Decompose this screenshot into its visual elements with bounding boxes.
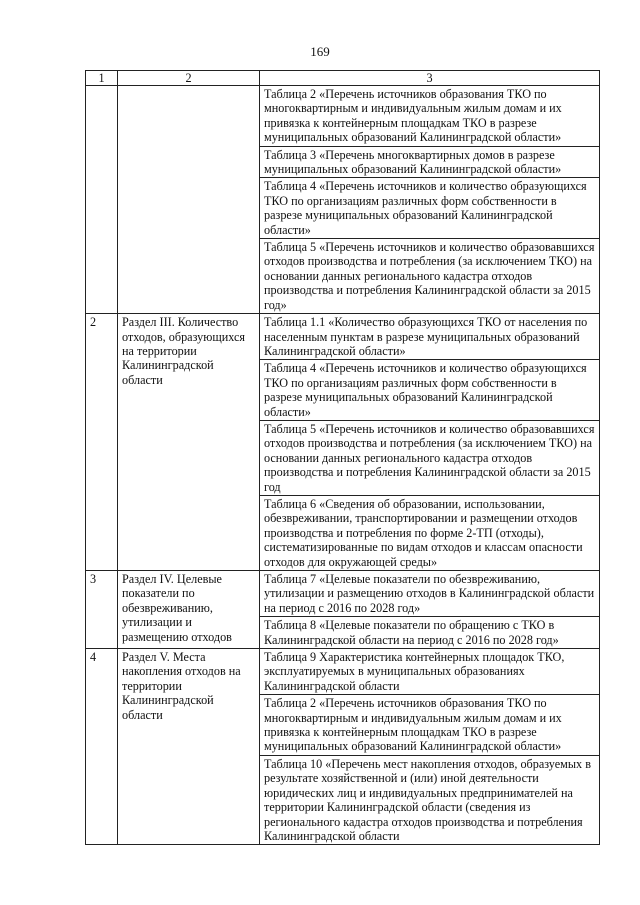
section-title: Раздел III. Количество отходов, образующихся на территории Калининградской области bbox=[118, 314, 260, 571]
document-table bbox=[85, 70, 600, 845]
section-title bbox=[118, 86, 260, 314]
table-reference: Таблица 10 «Перечень мест накопления отходов, образуемых в результате хозяйственной и (или) иной деятельности юридических лиц и индивидуальных предпринимателей на территории Калининградской области (сведения из регионального кадастра отходов производства и потребления Калининградской области bbox=[260, 755, 600, 844]
table-reference: Таблица 8 «Целевые показатели по обращению с ТКО в Калининградской области на период с 2016 по 2028 год» bbox=[260, 617, 600, 649]
page-number: 169 bbox=[310, 44, 330, 59]
table-row bbox=[86, 314, 600, 360]
table-reference: Таблица 1.1 «Количество образующихся ТКО от населения по населенным пунктам в разрезе муниципальных образований Калининградской области» bbox=[260, 314, 600, 360]
header-col-2: 2 bbox=[118, 71, 260, 86]
table-reference: Таблица 6 «Сведения об образовании, использовании, обезвреживании, транспортировании и размещении отходов производства и потребления по форме 2-ТП (отходы), систематизированные по видам отходов и классам опасности отходов для окружающей среды» bbox=[260, 495, 600, 570]
section-title: Раздел V. Места накопления отходов на территории Калининградской области bbox=[118, 649, 260, 845]
table-row bbox=[86, 571, 600, 617]
table-reference: Таблица 4 «Перечень источников и количество образующихся ТКО по организациям различных форм собственности в разрезе муниципальных образований Калининградской области» bbox=[260, 360, 600, 421]
table-row bbox=[86, 86, 600, 147]
table-reference: Таблица 3 «Перечень многоквартирных домов в разрезе муниципальных образований Калининградской области» bbox=[260, 146, 600, 178]
row-number: 2 bbox=[86, 314, 118, 571]
row-number bbox=[86, 86, 118, 314]
table-reference: Таблица 2 «Перечень источников образования ТКО по многоквартирным и индивидуальным жилым домам и их привязка к контейнерным площадкам ТКО в разрезе муниципальных образований Калининградской области» bbox=[260, 86, 600, 147]
table-reference: Таблица 7 «Целевые показатели по обезвреживанию, утилизации и размещению отходов в Калининградской области на период с 2016 по 2028 год» bbox=[260, 571, 600, 617]
table-reference: Таблица 4 «Перечень источников и количество образующихся ТКО по организациям различных форм собственности в разрезе муниципальных образований Калининградской области» bbox=[260, 178, 600, 239]
header-col-3: 3 bbox=[260, 71, 600, 86]
table-reference: Таблица 9 Характеристика контейнерных площадок ТКО, эксплуатируемых в муниципальных образованиях Калининградской области bbox=[260, 649, 600, 695]
table-header-row bbox=[86, 71, 600, 86]
table-reference: Таблица 5 «Перечень источников и количество образовавшихся отходов производства и потребления (за исключением ТКО) на основании данных регионального кадастра отходов производства и потребления Калининградской области за 2015 год bbox=[260, 420, 600, 495]
table-row bbox=[86, 649, 600, 695]
header-col-1: 1 bbox=[86, 71, 118, 86]
row-number: 4 bbox=[86, 649, 118, 845]
row-number: 3 bbox=[86, 571, 118, 649]
table-reference: Таблица 5 «Перечень источников и количество образовавшихся отходов производства и потребления (за исключением ТКО) на основании данных регионального кадастра отходов производства и потребления Калининградской области за 2015 год» bbox=[260, 239, 600, 314]
table-reference: Таблица 2 «Перечень источников образования ТКО по многоквартирным и индивидуальным жилым домам и их привязка к контейнерным площадкам ТКО в разрезе муниципальных образований Калининградской области» bbox=[260, 695, 600, 756]
section-title: Раздел IV. Целевые показатели по обезвреживанию, утилизации и размещению отходов bbox=[118, 571, 260, 649]
